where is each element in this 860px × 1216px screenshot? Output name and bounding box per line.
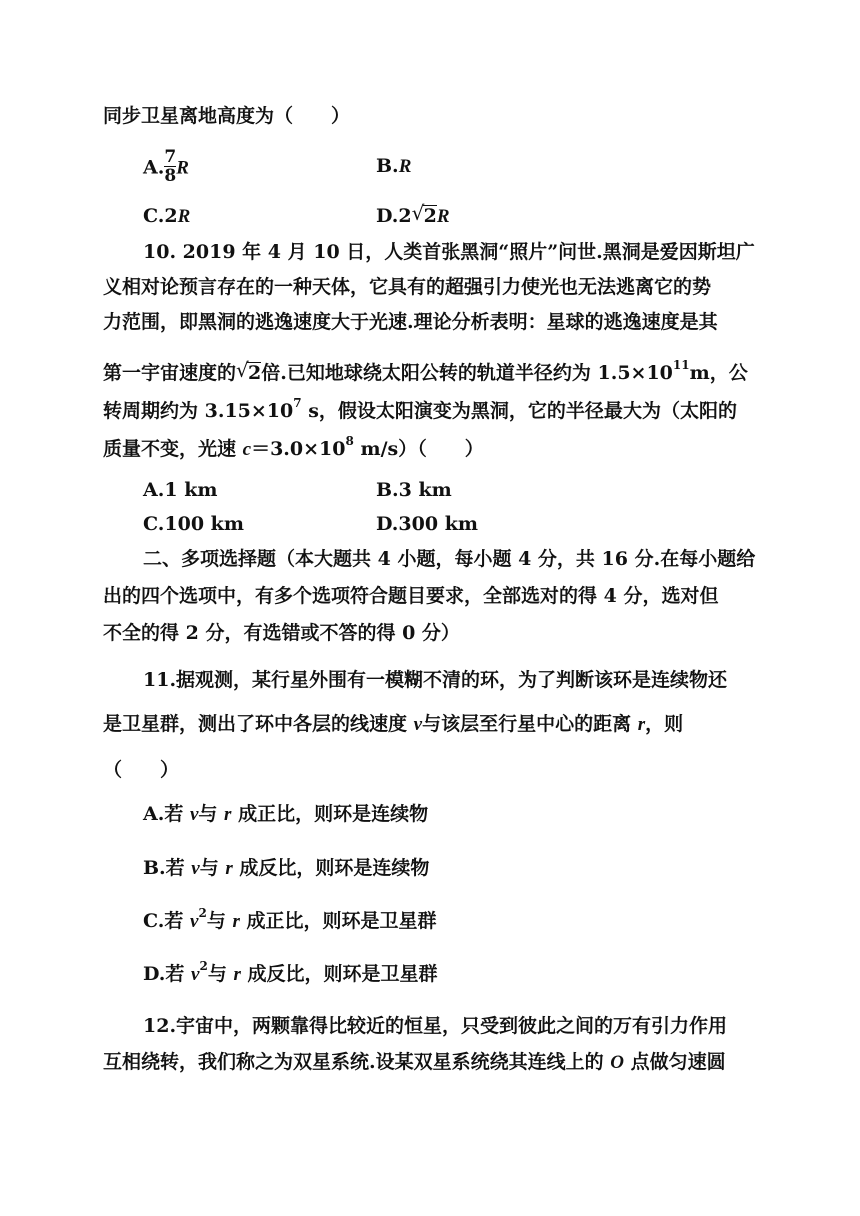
q10-option-c: C.100 km — [143, 513, 244, 535]
var-v: v — [189, 804, 199, 825]
q9-option-a-label: A. — [143, 156, 165, 179]
q11-option-d — [143, 958, 438, 988]
section-title: 二、多项选择题 — [143, 548, 277, 570]
q9-stem-end: 同步卫星离地高度为（ ） — [103, 105, 351, 127]
exponent: 7 — [293, 395, 302, 410]
section2-line-3: 不全的得 2 分，有选错或不答的得 0 分） — [103, 622, 460, 644]
text: C.若 — [143, 910, 191, 932]
q10-line-4 — [103, 357, 748, 386]
var-r: r — [225, 858, 233, 879]
text: 成反比，则环是连续物 — [232, 857, 430, 879]
text: 倍.已知地球绕太阳公转的轨道半径约为 1.5×10 — [261, 362, 673, 384]
var-r: r — [233, 964, 241, 985]
q11-line-1: 11.据观测，某行星外围有一模糊不清的环，为了判断该环是连续物还 — [143, 669, 728, 691]
var-r: r — [232, 911, 240, 932]
section2-line-2: 出的四个选项中，有多个选项符合题目要求，全部选对的得 4 分，选对但 — [103, 585, 719, 607]
q10-line-3: 力范围，即黑洞的逃逸速度大于光速.理论分析表明：星球的逃逸速度是其 — [103, 311, 718, 333]
q9-option-c — [143, 203, 190, 230]
text: 与 — [199, 857, 226, 879]
text: 第一宇宙速度的 — [103, 362, 237, 384]
text: 转周期约为 3.15×10 — [103, 400, 294, 422]
q11-option-c — [143, 905, 437, 935]
q11-option-a — [143, 801, 428, 828]
text: 与 — [206, 910, 233, 932]
var-v: v — [191, 964, 200, 985]
text: 与 — [198, 803, 225, 825]
sqrt-symbol — [412, 203, 437, 229]
text: 成反比，则环是卫星群 — [240, 963, 438, 985]
sqrt-symbol — [236, 360, 261, 386]
fraction — [164, 148, 176, 185]
q11-line-3: （ ） — [103, 759, 180, 781]
text: ，则 — [645, 713, 684, 735]
q9-option-b-label: B. — [376, 155, 399, 177]
q9-option-a — [143, 147, 189, 187]
var-r: R — [176, 157, 189, 179]
var-r: R — [436, 206, 450, 227]
sqrt-radicand: √ 2 — [423, 205, 437, 226]
q10-line-5 — [103, 395, 737, 424]
text: 是卫星群，测出了环中各层的线速度 — [103, 713, 414, 735]
q10-line-6 — [103, 433, 484, 463]
exponent: 2 — [198, 905, 207, 920]
q10-line-2: 义相对论预言存在的一种天体，它具有的超强引力使光也无法逃离它的势 — [103, 276, 712, 298]
text: m，公 — [689, 362, 748, 384]
q11-line-2 — [103, 711, 683, 738]
q9-option-d-label: D.2 — [376, 205, 412, 227]
var-r: R — [398, 156, 412, 177]
text: B.若 — [143, 857, 192, 879]
text: D.若 — [143, 963, 192, 985]
fraction-numerator: 7 — [164, 147, 177, 167]
q10-option-b: B.3 km — [376, 479, 452, 501]
var-r: r — [637, 714, 646, 735]
sqrt-radicand: √ 2 — [247, 362, 261, 383]
var-r: R — [177, 206, 191, 227]
exponent: 11 — [672, 357, 690, 372]
var-v: v — [190, 911, 199, 932]
var-c: c — [242, 439, 252, 460]
section2-line-1 — [143, 546, 755, 572]
q12-line-1: 12.宇宙中，两颗靠得比较近的恒星，只受到彼此之间的万有引力作用 — [143, 1015, 728, 1037]
text: m/s）（ ） — [353, 438, 484, 460]
q9-option-c-label: C.2 — [143, 205, 178, 227]
var-v: v — [191, 858, 200, 879]
text: 成正比，则环是连续物 — [231, 803, 429, 825]
text: 与 — [207, 963, 234, 985]
var-o: O — [610, 1052, 624, 1073]
exponent: 8 — [345, 433, 354, 448]
text: A.若 — [143, 803, 190, 825]
q10-option-d: D.300 km — [376, 513, 478, 535]
text: ＝3.0×10 — [251, 438, 346, 460]
q9-option-d — [376, 203, 450, 230]
text: 点做匀速圆 — [623, 1051, 726, 1073]
text: 成正比，则环是卫星群 — [239, 910, 437, 932]
q9-option-b — [376, 153, 411, 180]
text: 互相绕转，我们称之为双星系统.设某双星系统绕其连线上的 — [103, 1051, 611, 1073]
text: 质量不变，光速 — [103, 438, 243, 460]
text: s，假设太阳演变为黑洞，它的半径最大为（太阳的 — [301, 400, 737, 422]
var-r: r — [224, 804, 232, 825]
text: （本大题共 4 小题，每小题 4 分，共 16 分.在每小题给 — [276, 548, 756, 570]
q12-line-2 — [103, 1049, 726, 1076]
text: 与该层至行星中心的距离 — [422, 713, 638, 735]
exponent: 2 — [199, 958, 208, 973]
fraction-denominator: 8 — [164, 166, 177, 186]
q10-option-a: A.1 km — [143, 479, 218, 501]
q11-option-b — [143, 855, 429, 882]
q10-line-1: 10. 2019 年 4 月 10 日，人类首张黑洞“照片”问世.黑洞是爱因斯坦广 — [143, 241, 755, 263]
var-v: v — [413, 714, 423, 735]
